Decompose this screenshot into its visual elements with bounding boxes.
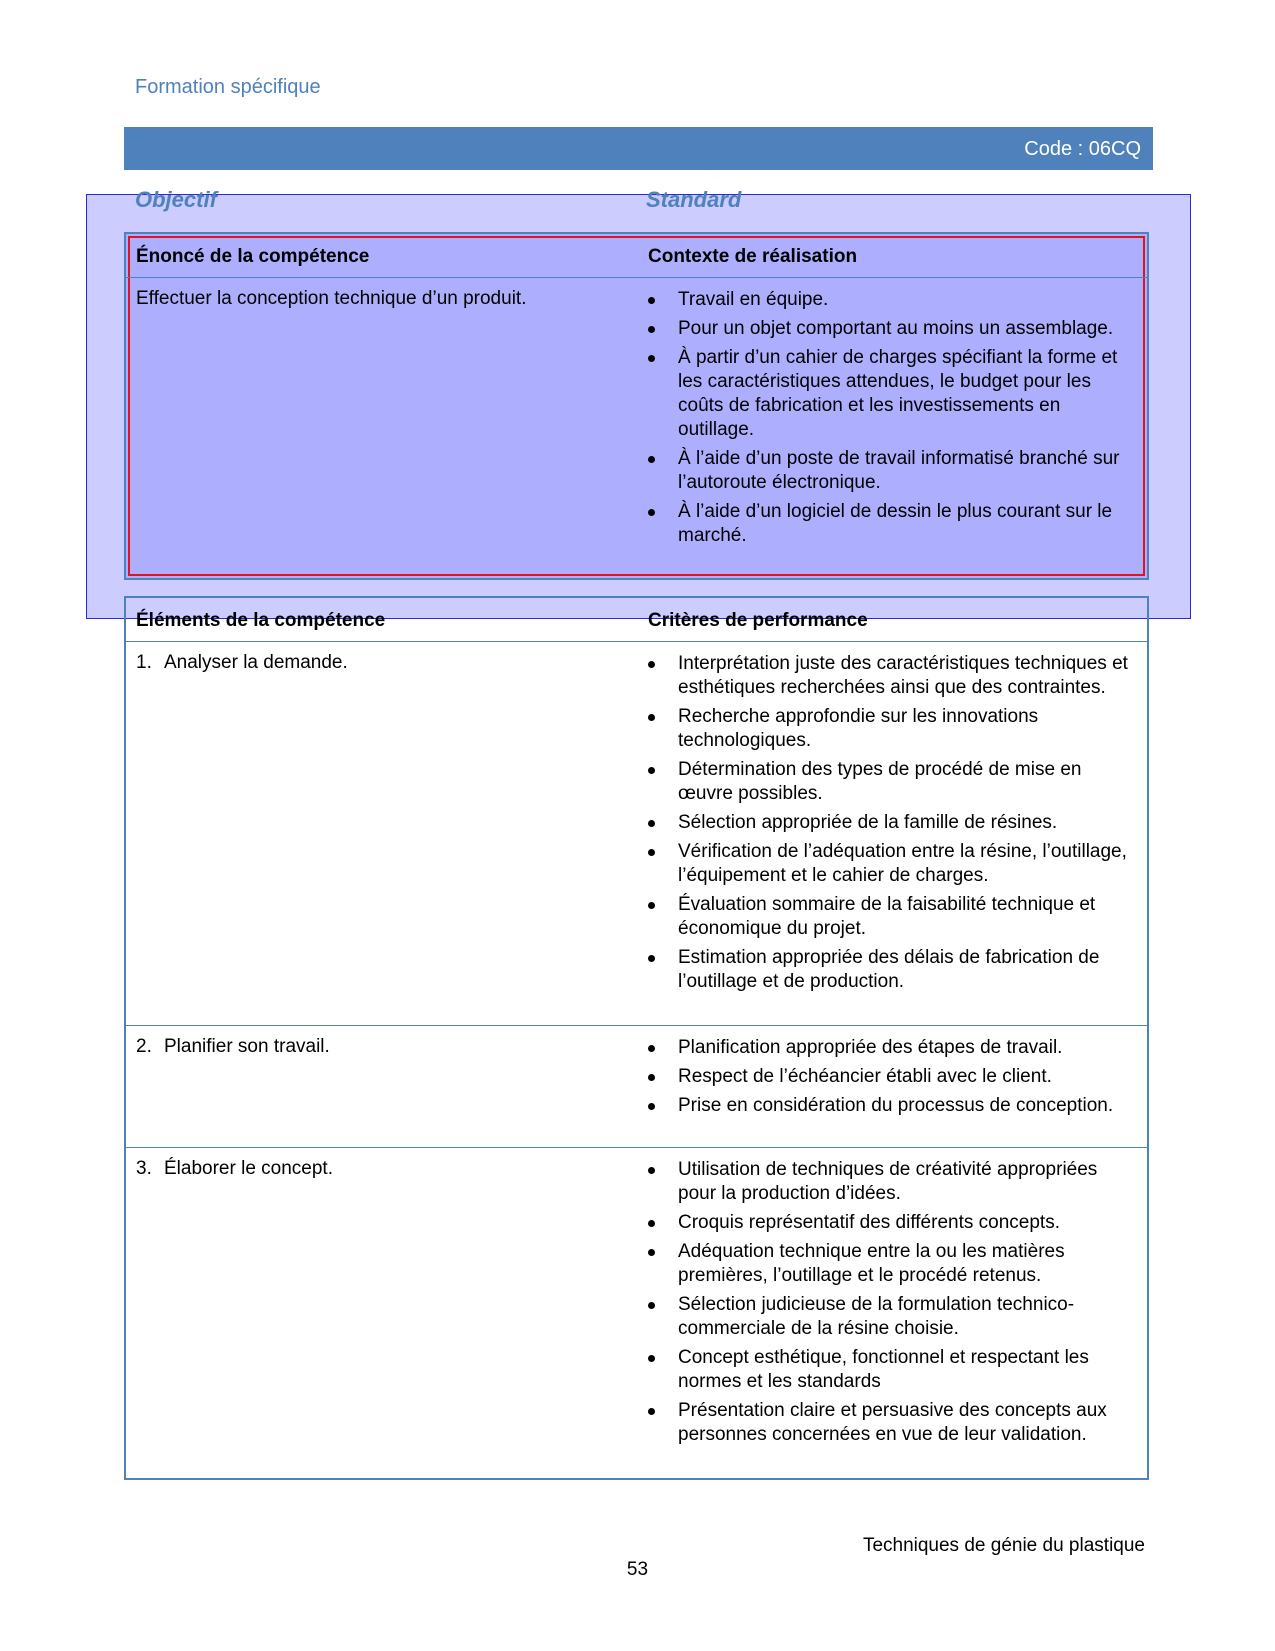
code-bar [124, 127, 1153, 170]
statement-column-header: Énoncé de la compétence [136, 246, 370, 267]
bullet-icon [648, 1103, 655, 1110]
elements-column-header: Éléments de la compétence [136, 610, 386, 631]
bullet-icon [648, 326, 655, 333]
criteria-column-header: Critères de performance [648, 610, 868, 631]
footer-program: Techniques de génie du plastique [862, 1535, 1145, 1556]
list-item: Sélection judicieuse de la formulation technico-commerciale de la résine choisie. [648, 1293, 1133, 1341]
bullet-icon [648, 849, 655, 856]
bullet-icon [648, 509, 655, 516]
element-label: 3. Élaborer le concept. [136, 1158, 333, 1179]
list-item: Détermination des types de procédé de mise en œuvre possibles. [648, 758, 1133, 806]
bullet-icon [648, 1249, 655, 1256]
bullet-icon [648, 955, 655, 962]
bullet-icon [648, 297, 655, 304]
bullet-icon [648, 902, 655, 909]
bullet-icon [648, 355, 655, 362]
table-row [126, 1026, 1147, 1148]
competency-statement: Effectuer la conception technique d’un produit. [136, 288, 527, 309]
context-table-row [126, 278, 1147, 574]
criteria-list [648, 1158, 1133, 1452]
list-item: À l’aide d’un poste de travail informatisé branché sur l’autoroute électronique. [648, 447, 1133, 495]
bullet-icon [648, 1302, 655, 1309]
list-item: Vérification de l’adéquation entre la résine, l’outillage, l’équipement et le cahier de charges. [648, 840, 1133, 888]
bullet-icon [648, 1355, 655, 1362]
list-item: Présentation claire et persuasive des concepts aux personnes concernées en vue de leur validation. [648, 1399, 1133, 1447]
bullet-icon [648, 1220, 655, 1227]
table-row [126, 1148, 1147, 1478]
bullet-icon [648, 820, 655, 827]
list-item: Évaluation sommaire de la faisabilité technique et économique du projet. [648, 893, 1133, 941]
bullet-icon [648, 767, 655, 774]
bullet-icon [648, 661, 655, 668]
bullet-icon [648, 1045, 655, 1052]
criteria-list [648, 1036, 1133, 1123]
list-item: Estimation appropriée des délais de fabrication de l’outillage et de production. [648, 946, 1133, 994]
bullet-icon [648, 1408, 655, 1415]
list-item: Utilisation de techniques de créativité appropriées pour la production d’idées. [648, 1158, 1133, 1206]
list-item: Travail en équipe. [648, 288, 1133, 312]
element-label: 2. Planifier son travail. [136, 1036, 330, 1057]
list-item: Concept esthétique, fonctionnel et respectant les normes et les standards [648, 1346, 1133, 1394]
list-item: À partir d’un cahier de charges spécifiant la forme et les caractéristiques attendues, le budget pour les coûts de fabrication et les investissements en outillage. [648, 346, 1133, 442]
performance-table [124, 596, 1149, 1480]
page-number: 53 [626, 1559, 649, 1580]
page-header-title: Formation spécifique [135, 76, 321, 98]
performance-table-header [126, 598, 1147, 642]
list-item: À l’aide d’un logiciel de dessin le plus courant sur le marché. [648, 500, 1133, 548]
bullet-icon [648, 456, 655, 463]
criteria-list [648, 652, 1133, 999]
list-item: Recherche approfondie sur les innovations technologiques. [648, 705, 1133, 753]
table-row [126, 642, 1147, 1026]
list-item: Planification appropriée des étapes de travail. [648, 1036, 1133, 1060]
objective-heading: Objectif [135, 187, 217, 212]
element-label: 1. Analyser la demande. [136, 652, 348, 673]
bullet-icon [648, 714, 655, 721]
list-item: Interprétation juste des caractéristiques techniques et esthétiques recherchées ainsi que des contraintes. [648, 652, 1133, 700]
list-item: Prise en considération du processus de conception. [648, 1094, 1133, 1118]
context-table-header [126, 234, 1147, 278]
context-column-header: Contexte de réalisation [648, 246, 858, 267]
context-list [648, 288, 1133, 553]
context-table [124, 232, 1149, 580]
list-item: Pour un objet comportant au moins un assemblage. [648, 317, 1133, 341]
list-item: Sélection appropriée de la famille de résines. [648, 811, 1133, 835]
bullet-icon [648, 1074, 655, 1081]
bullet-icon [648, 1167, 655, 1174]
list-item: Croquis représentatif des différents concepts. [648, 1211, 1133, 1235]
standard-heading: Standard [646, 187, 742, 212]
competency-code: Code : 06CQ [1024, 138, 1141, 160]
section-headings [135, 187, 1145, 217]
list-item: Respect de l’échéancier établi avec le client. [648, 1065, 1133, 1089]
list-item: Adéquation technique entre la ou les matières premières, l’outillage et le procédé retenus. [648, 1240, 1133, 1288]
